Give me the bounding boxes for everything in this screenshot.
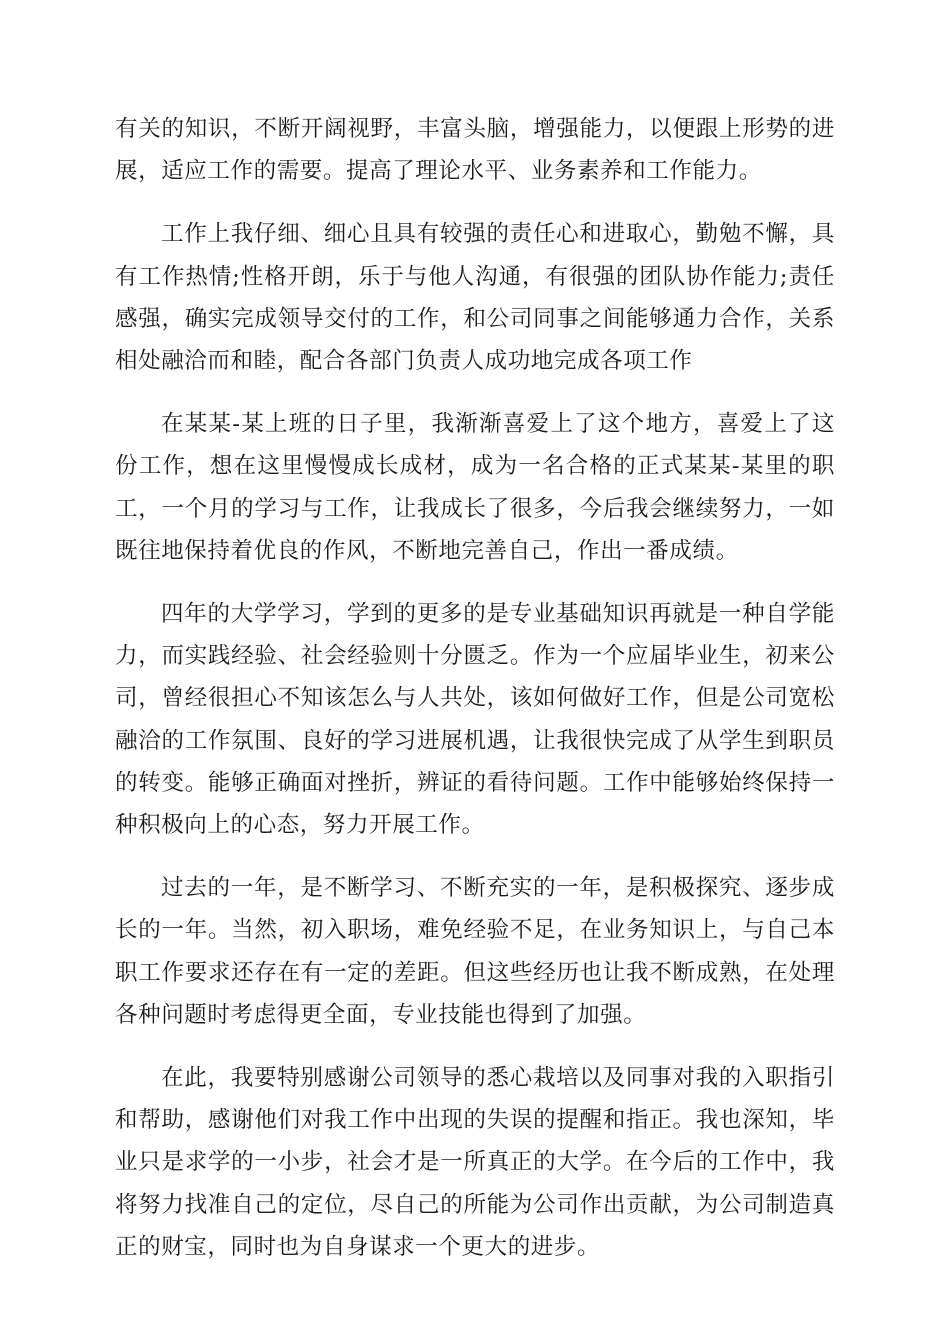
paragraph-5: 过去的一年，是不断学习、不断充实的一年，是积极探究、逐步成长的一年。当然，初入职场，难免经验不足，在业务知识上，与自己本职工作要求还存在有一定的差距。但这些经历也让我不断成熟，在处理各种问题时考虑得更全面，专业技能也得到了加强。 [115,875,835,1028]
paragraph-3: 在某某-某上班的日子里，我渐渐喜爱上了这个地方，喜爱上了这份工作，想在这里慢慢成长成材，成为一名合格的正式某某-某里的职工，一个月的学习与工作，让我成长了很多，今后我会继续努力，一如既往地保持着优良的作风，不断地完善自己，作出一番成绩。 [115,411,835,564]
paragraph-2: 工作上我仔细、细心且具有较强的责任心和进取心，勤勉不懈，具有工作热情;性格开朗，乐于与他人沟通，有很强的团队协作能力;责任感强，确实完成领导交付的工作，和公司同事之间能够通力合作，关系相处融洽而和睦，配合各部门负责人成功地完成各项工作 [115,221,835,375]
document-body [115,108,835,1289]
paragraph-1: 有关的知识，不断开阔视野，丰富头脑，增强能力，以便跟上形势的进展，适应工作的需要。提高了理论水平、业务素养和工作能力。 [115,116,835,185]
paragraph-6: 在此，我要特别感谢公司领导的悉心栽培以及同事对我的入职指引和帮助，感谢他们对我工作中出现的失误的提醒和指正。我也深知，毕业只是求学的一小步，社会才是一所真正的大学。在今后的工作中，我将努力找准自己的定位，尽自己的所能为公司作出贡献，为公司制造真正的财宝，同时也为自身谋求一个更大的进步。 [115,1065,835,1260]
paragraph-4: 四年的大学学习，学到的更多的是专业基础知识再就是一种自学能力，而实践经验、社会经验则十分匮乏。作为一个应届毕业生，初来公司，曾经很担心不知该怎么与人共处，该如何做好工作，但是公司宽松融洽的工作氛围、良好的学习进展机遇，让我很快完成了从学生到职员的转变。能够正确面对挫折，辨证的看待问题。工作中能够始终保持一种积极向上的心态，努力开展工作。 [115,601,835,839]
